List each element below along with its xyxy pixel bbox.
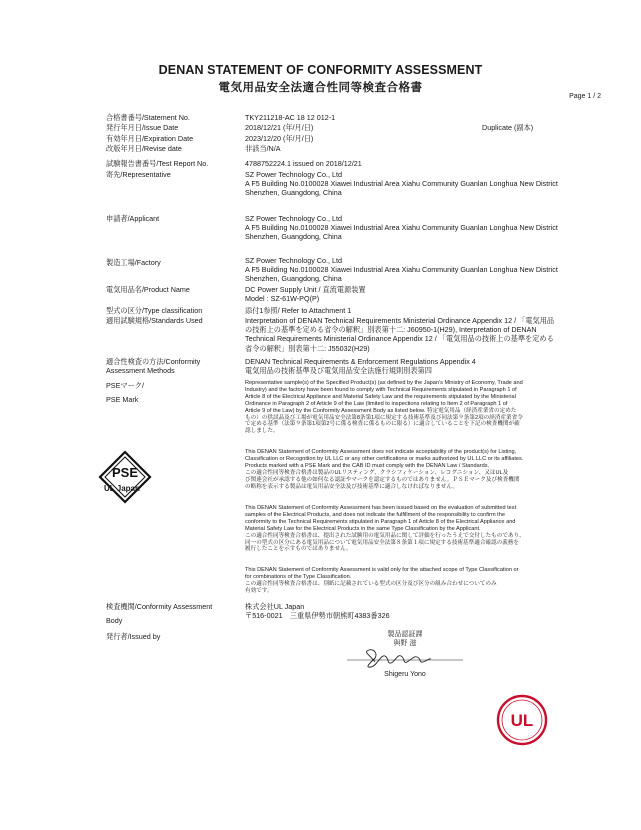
ul-logo-text: UL	[510, 711, 534, 730]
factory-line: SZ Power Technology Co., Ltd	[245, 256, 342, 265]
standards-label: 適用試験規格/Standards Used	[106, 316, 203, 325]
issued-by-label: 発行者/Issued by	[106, 632, 161, 641]
standards-line: の技術上の基準を定める省令の解釈」別表第十二: J60950-1(H29), Interpretation of DENAN	[245, 325, 537, 335]
type-classification-label: 型式の区分/Type classification	[106, 306, 203, 315]
signature-name-jp: 與野 滋	[393, 640, 417, 647]
pse-paragraph-1: Representative sample(s) of the Specified Product(s) (as defined by the Japan's Ministry of Economy, Trade and Industry) and the factory have been found to comply with Technical Requirements stipulated in Paragraph 1 of Article 8 of the Electrical Appliance and Material Safety Law and the requirements stipulated by the Ministerial Ordinance in Paragraph 2 of Article 9 of the Law (limited to inspections relating to Item 2 of Paragraph 1 of Article 9 of the Law) by the Conformity Assessment Body as listed below. 特定電気用品（経済産業省の定めた もの）の供試品及び工場が電気用品安全法第8条第1項に規定する技術基準及び同法第９条第2項の経済産業省令 で定める基準（法第９条第1項第2号に係る検査に係るものに限る）に適合していることを下記の検査機関が確 認しました。	[245, 380, 523, 435]
factory-value	[245, 256, 595, 284]
methods-label: 適合性検査の方法/Conformity Assessment Methods	[106, 357, 201, 375]
applicant-value	[245, 214, 595, 242]
representative-line: Shenzhen, Guangdong, China	[245, 188, 342, 198]
test-report-label: 試験報告書番号/Test Report No.	[106, 159, 209, 168]
product-name-value	[245, 285, 595, 303]
methods-line: 電気用品の技術基準及び電気用品安全法施行規則別表第四	[245, 366, 432, 376]
handwritten-signature	[345, 648, 465, 670]
test-report-value: 4788752224.1 issued on 2018/12/21	[245, 159, 362, 168]
representative-value	[245, 170, 595, 198]
pse-logo-caption: UL Japan	[104, 484, 140, 493]
issue-date-label: 発行年月日/Issue Date	[106, 123, 179, 132]
pse-paragraph-2: This DENAN Statement of Conformity Assessment does not indicate acceptability of the product(s) for Listing, Classification or Recognition by UL LLC or any other certifications or marks authorized by UL LLC or its affiliates. Products marked with a PSE Mark and the CAB ID must comply with the DENAN Law / Standards. この適合性同等検査合格書は製品のULリスティング、クラシフィケーション、レコグニション、又はUL及 び関連会社が承認する他の如何なる認証やマークを認定するものではありません。ＰＳＥマーク及び検査機関 の略称を表示する製品は電気用品安全法及び技術基準に適合しなければなりません。	[245, 449, 524, 490]
product-name-line: DC Power Supply Unit / 直流電源装置	[245, 285, 366, 294]
applicant-label: 申請者/Applicant	[106, 214, 160, 223]
applicant-line: SZ Power Technology Co., Ltd	[245, 214, 342, 223]
product-name-label: 電気用品名/Product Name	[106, 285, 190, 294]
factory-label: 製造工場/Factory	[106, 258, 161, 267]
statement-no-label: 合格書番号/Statement No.	[106, 113, 190, 122]
standards-line: 省令の解釈」別表第十二: J55032(H29)	[245, 343, 370, 353]
pse-paragraph-3: This DENAN Statement of Conformity Assessment has been issued based on the evaluation of submitted test samples of the Electrical Products, and does not indicate the fulfillment of the responsibility to confirm the conformity to the Technical Requirements stipulated in Paragraph 1 of Article 8 of the Electrical Appliance and Material Safety Law for the Electrical Products in the same Type Classification by the Applicant. この適合性同等検査合格書は、提出された試験用の電気用品に関して評価を行ったうえで交付したものであり、 同一の型式の区分にある電気用品について電気用品安全法第８条第１項に規定する技術基準適合確認の義務を 履行したことを示すものではありません。	[245, 505, 525, 553]
assessment-body-value	[245, 602, 595, 620]
factory-line: A F5 Building No.0100028 Xiawei Industrial Area Xiahu Community Guanlan Longhua New District	[245, 265, 558, 275]
title-english: DENAN STATEMENT OF CONFORMITY ASSESSMENT	[158, 63, 483, 77]
ul-logo	[495, 693, 549, 747]
expiration-date-label: 有効年月日/Expiration Date	[106, 134, 194, 143]
statement-no-value: TKY211218-AC 18 12 012-1	[245, 113, 336, 122]
standards-line: Technical Requirements Ministerial Ordinance Appendix 12 / 「電気用品の技術上の基準を定める	[245, 334, 554, 344]
representative-line: SZ Power Technology Co., Ltd	[245, 170, 342, 179]
assessment-body-name: 株式会社UL Japan	[245, 602, 305, 611]
pse-paragraph-4: This DENAN Statement of Conformity Assessment is valid only for the attached scope of Type Classification or for combinations of the Type Classification. この適合性同等検査合格書は、別紙に記載されている型式の区分及び区分の組み合わせについてのみ 有効です。	[245, 567, 519, 594]
applicant-line: Shenzhen, Guangdong, China	[245, 232, 342, 242]
page-number: Page 1 / 2	[569, 93, 601, 100]
standards-line: Interpretation of DENAN Technical Requirements Ministerial Ordinance Appendix 12 / 「電気用品	[245, 316, 555, 325]
expiration-date-value: 2023/12/20 (年/月/日)	[245, 134, 314, 143]
assessment-body-label: 検査機関/Conformity Assessment Body	[106, 602, 213, 625]
pse-logo-text: PSE	[111, 465, 139, 480]
pse-mark-label: PSEマーク/ PSE Mark	[106, 381, 144, 404]
methods-value	[245, 357, 595, 375]
standards-value	[245, 316, 595, 353]
duplicate-marker: Duplicate (副本)	[482, 123, 534, 132]
pse-diamond-logo	[96, 450, 154, 508]
factory-line: Shenzhen, Guangdong, China	[245, 274, 342, 284]
applicant-line: A F5 Building No.0100028 Xiawei Industrial Area Xiahu Community Guanlan Longhua New District	[245, 223, 558, 233]
signature-block	[345, 630, 465, 680]
issue-date-value: 2018/12/21 (年/月/日)	[245, 123, 314, 132]
methods-line: DENAN Technical Requirements & Enforcement Regulations Appendix 4	[245, 357, 476, 366]
representative-label: 寄先/Representative	[106, 170, 171, 179]
representative-line: A F5 Building No.0100028 Xiawei Industrial Area Xiahu Community Guanlan Longhua New District	[245, 179, 558, 189]
product-model-line: Model : SZ-61W-PQ(P)	[245, 294, 320, 304]
revise-date-value: 非該当/N/A	[245, 144, 281, 153]
revise-date-label: 改版年月日/Revise date	[106, 144, 182, 153]
type-classification-value: 添付1参照/ Refer to Attachment 1	[245, 306, 352, 315]
signature-name-en: Shigeru Yono	[384, 671, 426, 678]
title-japanese: 電気用品安全法適合性同等検査合格書	[218, 82, 423, 94]
signature-department: 製品認証課	[387, 631, 423, 638]
assessment-body-address: 〒516-0021 三重県伊勢市朝熊町4383番326	[245, 611, 390, 621]
